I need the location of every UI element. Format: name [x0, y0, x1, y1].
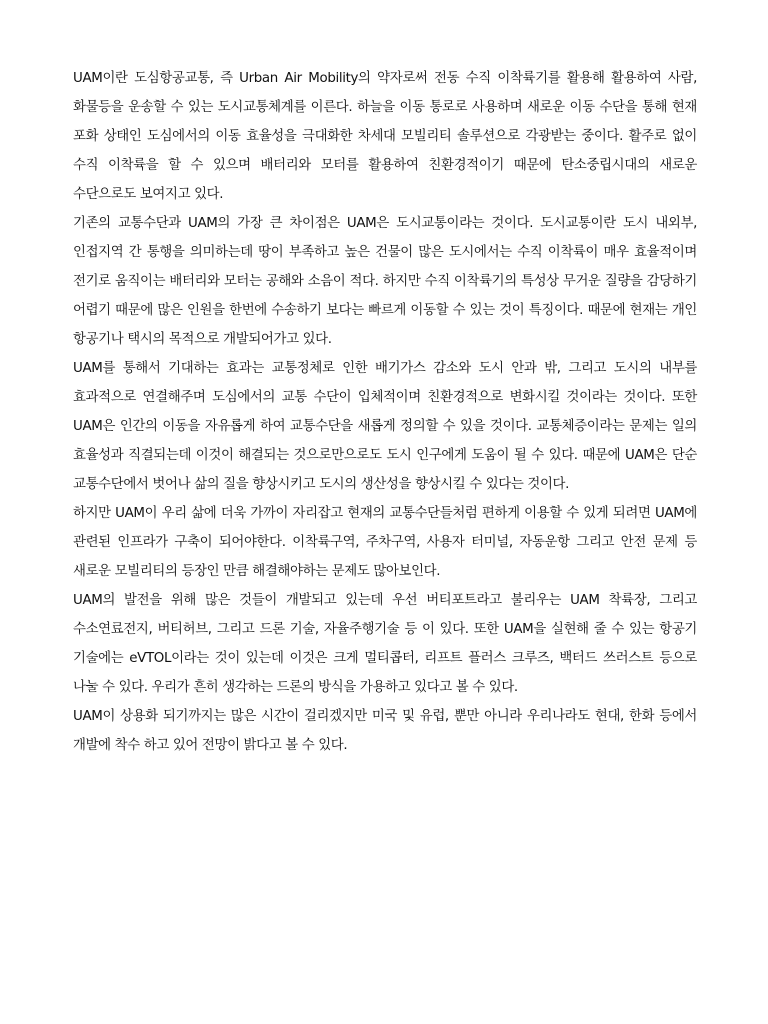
- paragraph-uam-outlook: UAM이 상용화 되기까지는 많은 시간이 걸리겠지만 미국 및 유럽, 뿐만 아니라 우리나라도 현대, 한화 등에서 개발에 착수 하고 있어 전망이 밝다고 볼 수 있다.: [73, 709, 697, 753]
- document-body: [73, 64, 697, 760]
- paragraph-uam-technology: UAM의 발전을 위해 많은 것들이 개발되고 있는데 우선 버티포트라고 불리우는 UAM 착륙장, 그리고 수소연료전지, 버티허브, 그리고 드론 기술, 자율주행기술 등 이 있다. 또한 UAM을 실현해 줄 수 있는 항공기 기술에는 eVTOL이라는 것이 있는데 이것은 크게 멀티콥터, 리프트 플러스 크루즈, 백터드 쓰러스트 등으로 나눌 수 있다. 우리가 흔히 생각하는 드론의 방식을 가용하고 있다고 볼 수 있다.: [73, 593, 697, 695]
- paragraph-uam-infrastructure: 하지만 UAM이 우리 삶에 더욱 가까이 자리잡고 현재의 교통수단들처럼 편하게 이용할 수 있게 되려면 UAM에 관련된 인프라가 구축이 되어야한다. 이착륙구역, 주차구역, 사용자 터미널, 자동운항 그리고 안전 문제 등 새로운 모빌리티의 등장인 만큼 해결해야하는 문제도 많아보인다.: [73, 506, 697, 579]
- paragraph-uam-difference: 기존의 교통수단과 UAM의 가장 큰 차이점은 UAM은 도시교통이라는 것이다. 도시교통이란 도시 내외부, 인접지역 간 통행을 의미하는데 땅이 부족하고 높은 건물이 많은 도시에서는 수직 이착륙이 매우 효율적이며 전기로 움직이는 배터리와 모터는 공해와 소음이 적다. 하지만 수직 이착륙기의 특성상 무거운 질량을 감당하기 어렵기 때문에 많은 인원을 한번에 수송하기 보다는 빠르게 이동할 수 있는 것이 특징이다. 때문에 현재는 개인 항공기나 택시의 목적으로 개발되어가고 있다.: [73, 216, 697, 347]
- paragraph-uam-effects: UAM를 통해서 기대하는 효과는 교통정체로 인한 배기가스 감소와 도시 안과 밖, 그리고 도시의 내부를 효과적으로 연결해주며 도심에서의 교통 수단이 입체적이며 친환경적으로 변화시킬 것이라는 것이다. 또한 UAM은 인간의 이동을 자유롭게 하여 교통수단을 새롭게 정의할 수 있을 것이다. 교통체증이라는 문제는 일의 효율성과 직결되는데 이것이 해결되는 것으로만으로도 도시 인구에게 도움이 될 수 있다. 때문에 UAM은 단순 교통수단에서 벗어나 삶의 질을 향상시키고 도시의 생산성을 향상시킬 수 있다는 것이다.: [73, 361, 697, 492]
- paragraph-uam-definition: UAM이란 도심항공교통, 즉 Urban Air Mobility의 약자로써 전동 수직 이착륙기를 활용해 활용하여 사람, 화물등을 운송할 수 있는 도시교통체계를 이른다. 하늘을 이동 통로로 사용하며 새로운 이동 수단을 통해 현재 포화 상태인 도심에서의 이동 효율성을 극대화한 차세대 모빌리티 솔루션으로 각광받는 중이다. 활주로 없이 수직 이착륙을 할 수 있으며 배터리와 모터를 활용하여 친환경적이기 때문에 탄소중립시대의 새로운 수단으로도 보여지고 있다.: [73, 71, 697, 202]
